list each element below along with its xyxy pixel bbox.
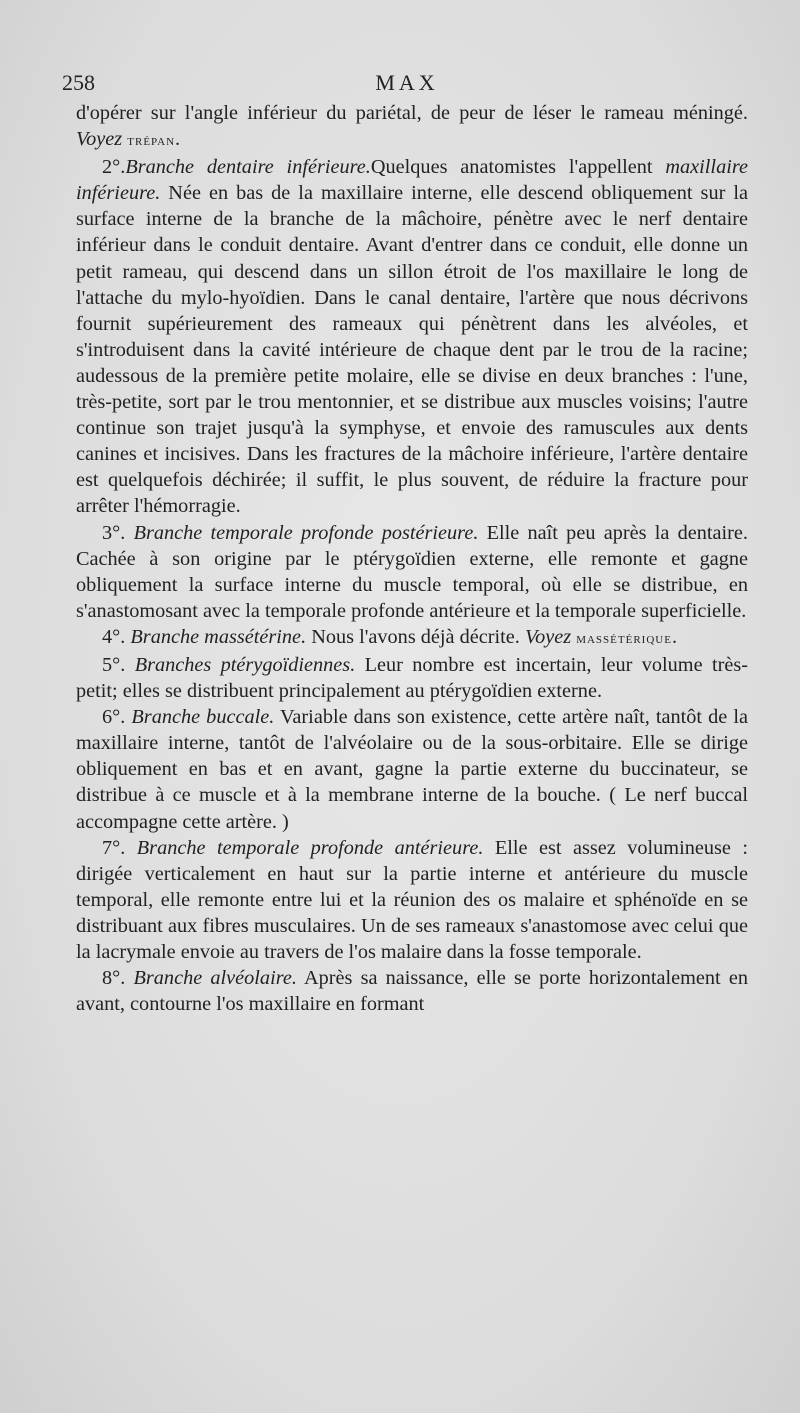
italic-run: maxillaire inférieure. <box>76 156 748 205</box>
paragraph <box>76 704 748 834</box>
paragraph <box>76 154 748 519</box>
small-caps-run: massétérique <box>576 630 672 647</box>
text-run: d'opérer sur l'angle inférieur du pariétal, de peur de léser le rameau méningé. <box>76 102 748 124</box>
text-run: Quelques anatomistes l'appellent <box>370 156 666 179</box>
text-run: Elle est assez volumineuse : dirigée verticalement en haut sur la partie interne et antérieure du muscle temporal, elle remonte entre lui et la réunion des os malaire et sphénoïde en se distribuant aux fibres musculaires. Un de ses rameaux s'anastomose avec celui que la lacrymale envoie au travers de l'os malaire dans la fosse temporale. <box>76 836 748 963</box>
text-run: 8°. <box>102 967 134 990</box>
italic-run: Branche temporale profonde postérieure. <box>133 521 479 544</box>
italic-run: Branches ptérygoïdiennes. <box>134 653 356 676</box>
paragraph <box>76 100 748 154</box>
text-run: Née en bas de la maxillaire interne, elle descend obliquement sur la surface interne de la branche de la mâchoire, pénètre avec le nerf dentaire inférieur dans le conduit dentaire. Avant d'entrer dans ce conduit, elle donne un petit rameau, qui descend dans un sillon étroit de l'os maxillaire le long de l'attache du mylo-hyoïdien. Dans le canal dentaire, l'artère que nous décrivons fournit supérieurement des rameaux qui pénètrent dans les alvéoles, et s'introduisent dans la cavité intérieure de chaque dent par le trou de la racine; audessous de la première petite molaire, elle se divise en deux branches : l'une, très-petite, sort par le trou mentonnier, et se distribue aux muscles voisins; l'autre continue son trajet jusqu'à la symphyse, et envoie des ramuscules aux dents canines et incisives. Dans les fractures de la mâchoire inférieure, l'artère dentaire est quelquefois déchirée; il suffit, le plus souvent, de réduire la fracture pour arrêter l'hémorragie. <box>76 182 748 518</box>
text-run: Nous l'avons déjà décrite. <box>306 625 525 648</box>
italic-run: Branche buccale. <box>131 706 275 729</box>
italic-run: Branche temporale profonde antérieure. <box>136 836 484 859</box>
body-text <box>76 100 748 1017</box>
text-run: 6°. <box>102 706 132 729</box>
text-run: Elle naît peu après la dentaire. Cachée à son origine par le ptérygoïdien externe, elle remonte et gagne obliquement la surface interne du muscle temporal, où elle se distribue, en s'anastomosant avec la temporale profonde antérieure et la temporale superficielle. <box>76 521 748 622</box>
paragraph <box>76 965 748 1017</box>
text-run: 5°. <box>102 653 135 676</box>
page-header <box>62 70 752 100</box>
text-run: . <box>175 128 181 151</box>
text-run: 7°. <box>102 836 137 859</box>
italic-run: Voyez <box>76 128 123 151</box>
italic-run: Voyez <box>524 625 572 648</box>
text-run: 3°. <box>102 521 134 544</box>
text-run: Après sa naissance, elle se porte horizontalement en avant, contourne l'os maxillaire en formant <box>76 967 748 1016</box>
small-caps-run: trépan <box>127 133 176 150</box>
text-run: 4°. <box>102 625 131 648</box>
italic-run: Branche massétérine. <box>130 625 307 648</box>
text-run: Leur nombre est incertain, leur volume très-petit; elles se distribuent principalement au ptérygoïdien externe. <box>76 653 748 703</box>
text-run: Variable dans son existence, cette artère naît, tantôt de la maxillaire interne, tantôt de l'alvéolaire ou de la sous-orbitaire. Elle se dirige obliquement en bas et en avant, gagne la partie externe du buccinateur, se distribue à ce muscle et à la membrane interne de la bouche. ( Le nerf buccal accompagne cette artère. ) <box>76 706 748 833</box>
italic-run: Branche alvéolaire. <box>133 967 297 990</box>
paragraph <box>76 624 748 652</box>
text-run: 2°. <box>102 156 126 179</box>
running-title: MAX <box>375 70 439 95</box>
text-run: . <box>671 625 678 648</box>
paragraph <box>76 520 748 624</box>
paragraph <box>76 652 748 704</box>
paragraph <box>76 835 748 965</box>
page-number: 258 <box>62 70 95 95</box>
italic-run: Branche dentaire inférieure. <box>125 156 371 179</box>
